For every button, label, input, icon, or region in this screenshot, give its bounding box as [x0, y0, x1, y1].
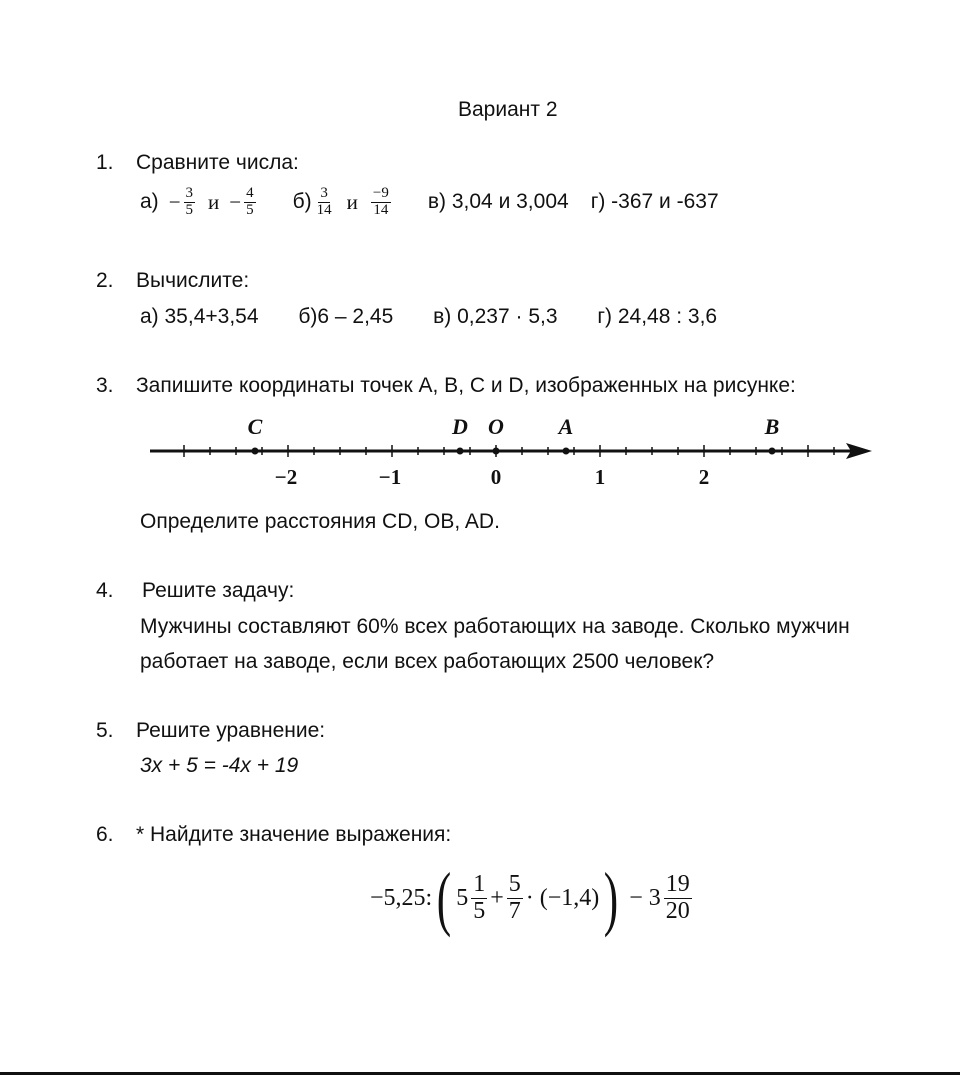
task-1b-fraction2: [371, 186, 391, 219]
task-4-number: 4.: [96, 579, 114, 602]
task-2-number: 2.: [96, 269, 114, 292]
task-5-equation: 3x + 5 = -4x + 19: [140, 754, 299, 777]
point-d-label: D: [452, 414, 468, 439]
task-3-number: 3.: [96, 374, 114, 397]
expr-mult: · (−1,4): [525, 884, 600, 911]
task-4: [96, 578, 294, 604]
task-1-number: 1.: [96, 151, 114, 174]
expr-num2: 5: [508, 871, 521, 898]
point-b-label: B: [764, 414, 780, 439]
point-a-label: A: [558, 414, 574, 439]
task-6-number: 6.: [96, 823, 114, 846]
task-1a-label: а): [140, 190, 159, 214]
point-c-dot: [252, 448, 259, 455]
expr-fraction2: [507, 872, 523, 923]
expr-fraction1: [471, 872, 487, 923]
task-1-heading: Сравните числа:: [136, 151, 299, 174]
task-1v: в) 3,04 и 3,004: [427, 190, 569, 214]
expr-minus: −: [629, 884, 643, 911]
task-1a-fraction1: [184, 186, 196, 219]
task-2: [96, 268, 249, 294]
task-2b: б)6 – 2,45: [298, 305, 394, 328]
tick-label-1: 1: [594, 465, 606, 489]
task-3-followup: Определите расстояния CD, OB, AD.: [140, 510, 500, 533]
task-6-heading: * Найдите значение выражения:: [136, 823, 452, 846]
task-4-line1: Мужчины составляют 60% всех работающих на заводе. Сколько мужчин: [140, 615, 850, 638]
task-1: [96, 150, 299, 176]
task-1a-num2: 4: [246, 185, 254, 201]
page-title: Вариант 2: [458, 98, 558, 121]
tick-label-minus1: −1: [378, 465, 402, 489]
bottom-rule: [0, 1072, 960, 1075]
task-1b-den1: 14: [316, 201, 332, 218]
task-2-parts: [140, 304, 717, 330]
expr-num1: 1: [473, 871, 486, 898]
task-1b-conj: и: [346, 190, 358, 215]
tick-label-0: 0: [490, 465, 502, 489]
task-2a: а) 35,4+3,54: [140, 305, 259, 328]
task-5-heading: Решите уравнение:: [136, 719, 326, 742]
expr-den1: 5: [473, 897, 486, 924]
expr-whole1: 5: [456, 884, 469, 911]
expr-num3: 19: [665, 871, 690, 898]
point-d-dot: [457, 448, 464, 455]
task-4-heading: Решите задачу:: [142, 579, 295, 602]
point-o-dot: [493, 448, 500, 455]
task-4-line2: работает на заводе, если всех работающих 2500 человек?: [140, 650, 715, 673]
task-3: [96, 373, 796, 399]
tick-label-2: 2: [698, 465, 710, 489]
task-1b-fraction1: [315, 186, 334, 219]
expr-whole2: 3: [648, 884, 661, 911]
task-1b-label: б): [292, 190, 312, 214]
task-2g: г) 24,48 : 3,6: [597, 305, 718, 328]
task-5-number: 5.: [96, 719, 114, 742]
expr-left-paren: (: [437, 858, 452, 938]
expr-right-paren: ): [604, 858, 619, 938]
tick-label-minus2: −2: [274, 465, 298, 489]
task-1a-conj: и: [208, 190, 220, 215]
point-a-dot: [563, 448, 570, 455]
point-c-label: C: [247, 414, 263, 439]
task-1b-den2: 14: [373, 201, 389, 218]
expr-den2: 7: [508, 897, 521, 924]
task-1a-den1: 5: [185, 201, 194, 218]
task-6: [96, 822, 451, 848]
task-1b-num1: 3: [320, 185, 328, 201]
number-line: [0, 400, 960, 500]
expr-lead: −5,25:: [370, 884, 433, 911]
task-1g: г) -367 и -637: [590, 190, 719, 214]
task-1-parts: [140, 186, 719, 219]
expr-fraction3: [664, 872, 692, 923]
task-1a-sign2: −: [229, 190, 242, 215]
task-1a-sign1: −: [168, 190, 181, 215]
task-1b-num2: −9: [372, 185, 389, 201]
task-1a-fraction2: [244, 186, 256, 219]
expr-plus: +: [490, 884, 504, 911]
task-6-expression: [370, 860, 695, 936]
task-2v: в) 0,237 · 5,3: [433, 305, 558, 328]
expr-den3: 20: [665, 897, 690, 924]
task-1a-num1: 3: [185, 185, 194, 201]
task-1a-den2: 5: [246, 201, 254, 218]
task-3-heading: Запишите координаты точек A, B, C и D, изображенных на рисунке:: [136, 374, 796, 397]
point-o-label: O: [488, 414, 504, 439]
point-b-dot: [769, 448, 776, 455]
task-2-heading: Вычислите:: [136, 269, 250, 292]
task-5: [96, 718, 325, 744]
